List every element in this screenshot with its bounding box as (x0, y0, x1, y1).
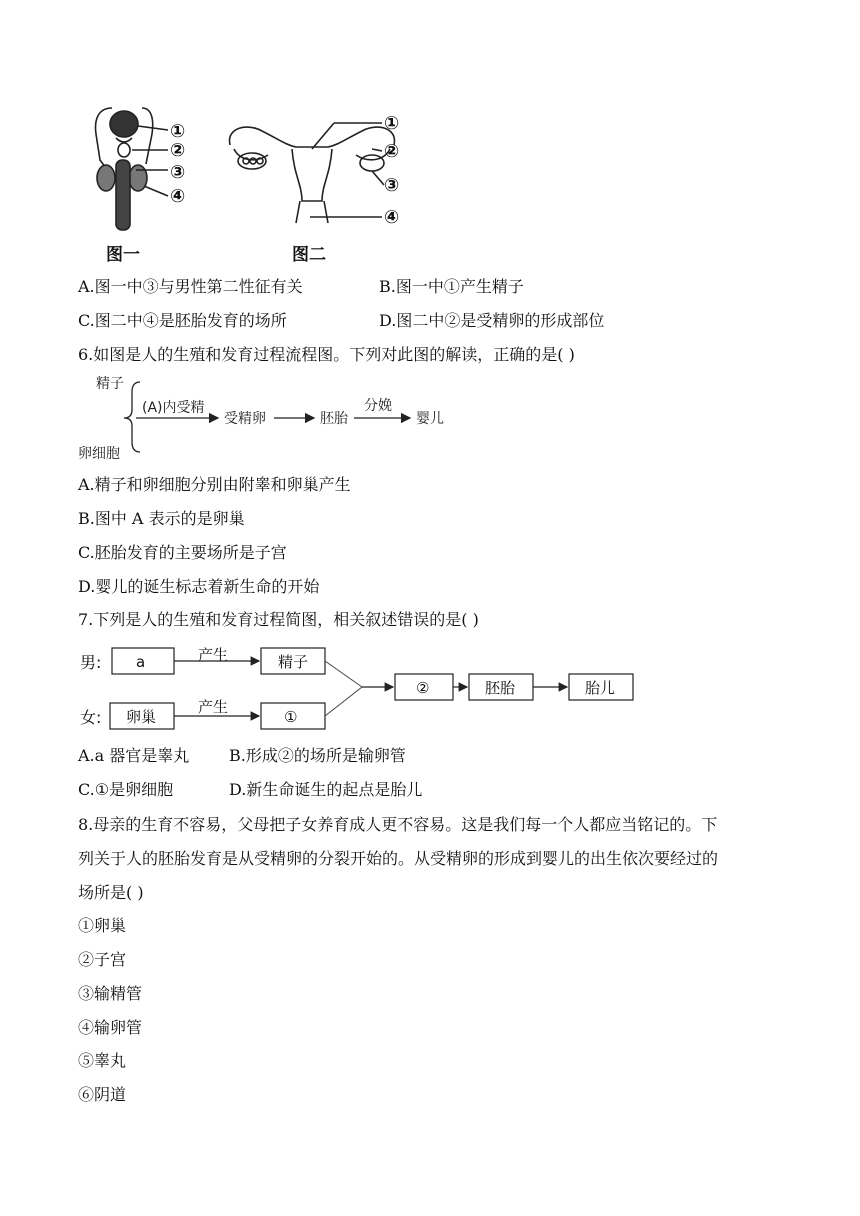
fig1-label-1: ① (170, 121, 186, 142)
q8-stem-line-1: 8.母亲的生育不容易，父母把子女养育成人更不容易。这是我们每一个人都应当铭记的。下 (78, 815, 718, 834)
q7-box-2: ② (416, 679, 430, 697)
fig1-label-2: ② (170, 140, 186, 161)
flow-baby: 婴儿 (416, 411, 444, 427)
q8-stem-line-3: 场所是( ) (78, 883, 144, 902)
q8-item-5: ⑤睾丸 (78, 1051, 127, 1070)
flow-egg: 卵细胞 (78, 446, 120, 462)
q8-item-4: ④输卵管 (78, 1018, 143, 1037)
flow-zygote: 受精卵 (224, 411, 266, 427)
flow-sperm: 精子 (96, 376, 124, 392)
flow-embryo: 胚胎 (320, 411, 348, 427)
q7-sperm: 精子 (278, 653, 309, 671)
q8-item-6: ⑥阴道 (78, 1085, 127, 1104)
q8-item-2: ②子宫 (78, 950, 127, 969)
figure-male-reproductive (80, 100, 200, 240)
q7-fetus: 胎儿 (585, 679, 616, 697)
q7-box-1: ① (284, 708, 298, 726)
q7-option-b: B.形成②的场所是输卵管 (229, 746, 406, 765)
figure-female-reproductive (222, 105, 412, 235)
q5-option-c: C.图二中④是胚胎发育的场所 (78, 311, 287, 330)
q7-diagram (78, 640, 648, 740)
q7-box-a: a (136, 653, 146, 671)
q7-produce-bottom: 产生 (198, 698, 229, 716)
q6-flow-diagram (78, 370, 478, 466)
q7-male-label: 男: (80, 653, 102, 672)
q7-option-d: D.新生命诞生的起点是胎儿 (229, 780, 423, 799)
fig2-label-1: ① (384, 113, 400, 134)
flow-step-a: (A)内受精 (142, 400, 205, 416)
q7-ovary: 卵巢 (126, 708, 157, 726)
q7-option-a: A.a 器官是睾丸 (78, 746, 190, 765)
q5-option-d: D.图二中②是受精卵的形成部位 (379, 311, 605, 330)
q7-female-label: 女: (80, 708, 102, 727)
q6-option-a: A.精子和卵细胞分别由附睾和卵巢产生 (78, 475, 351, 494)
q5-option-a: A.图一中③与男性第二性征有关 (78, 277, 303, 296)
q6-option-c: C.胚胎发育的主要场所是子宫 (78, 543, 287, 562)
fig2-label-4: ④ (384, 207, 400, 228)
fig2-label-3: ③ (384, 175, 400, 196)
q6-option-b: B.图中 A 表示的是卵巢 (78, 509, 245, 528)
flow-birth: 分娩 (364, 398, 392, 414)
q7-embryo: 胚胎 (485, 679, 516, 697)
figure-caption-1: 图一 (106, 245, 140, 265)
q8-item-1: ①卵巢 (78, 916, 127, 935)
q7-stem: 7.下列是人的生殖和发育过程简图，相关叙述错误的是( ) (78, 610, 479, 629)
q7-option-c: C.①是卵细胞 (78, 780, 174, 799)
q7-produce-top: 产生 (198, 646, 229, 664)
fig1-label-3: ③ (170, 162, 186, 183)
figure-caption-2: 图二 (292, 245, 326, 265)
q8-stem-line-2: 列关于人的胚胎发育是从受精卵的分裂开始的。从受精卵的形成到婴儿的出生依次要经过的 (78, 849, 719, 868)
fig1-label-4: ④ (170, 186, 186, 207)
q6-option-d: D.婴儿的诞生标志着新生命的开始 (78, 577, 320, 596)
q8-item-3: ③输精管 (78, 984, 143, 1003)
q6-stem: 6.如图是人的生殖和发育过程流程图。下列对此图的解读，正确的是( ) (78, 345, 575, 364)
fig2-label-2: ② (384, 141, 400, 162)
q5-option-b: B.图一中①产生精子 (379, 277, 524, 296)
